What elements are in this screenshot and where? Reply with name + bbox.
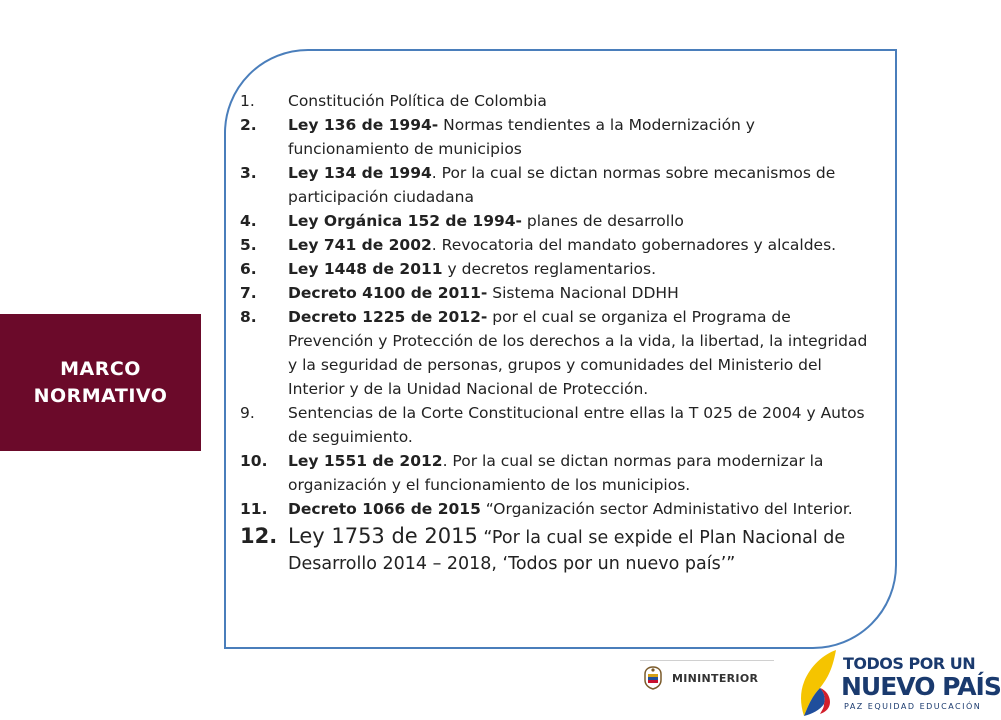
item-text: Constitución Política de Colombia xyxy=(288,92,547,110)
list-item xyxy=(240,305,880,401)
item-number: 1. xyxy=(240,92,255,110)
coat-of-arms-icon xyxy=(640,665,666,691)
item-number: 7. xyxy=(240,284,257,302)
list-item xyxy=(240,523,880,577)
item-number: 6. xyxy=(240,260,257,278)
item-bold-title: Ley 136 de 1994- xyxy=(288,116,439,134)
mininterior-text: MININTERIOR xyxy=(672,671,759,685)
item-text: por el cual se organiza el Programa de Prevención y Protección de los derechos a la vida, la libertad, la integridad y la seguridad de personas, grupos y comunidades del Ministerio del Interior y de la Unidad Nacional de Protección. xyxy=(288,308,868,398)
list-item xyxy=(240,401,880,449)
item-bold-title: Decreto 4100 de 2011- xyxy=(288,284,488,302)
item-text: . Por la cual se dictan normas sobre mecanismos de participación ciudadana xyxy=(288,164,836,206)
item-bold-title: Ley 741 de 2002 xyxy=(288,236,432,254)
flag-swoosh-icon xyxy=(796,646,842,720)
item-number: 11. xyxy=(240,500,268,518)
item-number: 8. xyxy=(240,308,257,326)
mininterior-logo xyxy=(640,664,758,692)
section-label-box xyxy=(0,314,201,451)
list-item xyxy=(240,281,880,305)
item-text: Sistema Nacional DDHH xyxy=(487,284,679,302)
legal-framework-list xyxy=(240,89,880,577)
list-item xyxy=(240,113,880,161)
list-item xyxy=(240,497,880,521)
item-text: “Organización sector Administativo del Interior. xyxy=(480,500,853,518)
item-number: 9. xyxy=(240,404,255,422)
item-text: Normas tendientes a la Modernización y funcionamiento de municipios xyxy=(288,116,755,158)
item-number: 4. xyxy=(240,212,257,230)
item-bold-title: Ley 1551 de 2012 xyxy=(288,452,443,470)
logo-divider xyxy=(640,660,774,661)
list-item xyxy=(240,161,880,209)
list-item xyxy=(240,209,880,233)
brand-line2: NUEVO PAÍS xyxy=(841,672,1001,701)
todos-por-un-nuevo-pais-logo xyxy=(796,646,1001,720)
item-bold-title: Ley 1753 de 2015 xyxy=(288,524,478,548)
item-number: 10. xyxy=(240,452,268,470)
brand-line1: TODOS POR UN xyxy=(843,654,976,673)
item-text: y decretos reglamentarios. xyxy=(442,260,657,278)
list-item xyxy=(240,257,880,281)
item-bold-title: Decreto 1225 de 2012- xyxy=(288,308,488,326)
item-bold-title: Decreto 1066 de 2015 xyxy=(288,500,481,518)
item-bold-title: Ley 1448 de 2011 xyxy=(288,260,443,278)
item-text: “Por la cual se expide el Plan Nacional de Desarrollo 2014 – 2018, ‘Todos por un nuevo país’” xyxy=(288,528,846,574)
item-text: . Revocatoria del mandato gobernadores y alcaldes. xyxy=(431,236,837,254)
item-bold-title: Ley Orgánica 152 de 1994- xyxy=(288,212,522,230)
item-number: 3. xyxy=(240,164,257,182)
item-text: planes de desarrollo xyxy=(521,212,684,230)
section-title-line1: MARCO xyxy=(60,357,141,380)
item-text: Sentencias de la Corte Constitucional entre ellas la T 025 de 2004 y Autos de seguimiento. xyxy=(288,404,865,446)
item-number: 5. xyxy=(240,236,257,254)
list-item xyxy=(240,449,880,497)
list-item xyxy=(240,89,880,113)
section-title-line2: NORMATIVO xyxy=(33,384,168,407)
list-item xyxy=(240,233,880,257)
item-number: 2. xyxy=(240,116,257,134)
item-text: . Por la cual se dictan normas para modernizar la organización y el funcionamiento de los municipios. xyxy=(288,452,824,494)
brand-line3: PAZ EQUIDAD EDUCACIÓN xyxy=(844,702,982,711)
item-bold-title: Ley 134 de 1994 xyxy=(288,164,432,182)
item-number: 12. xyxy=(240,524,278,548)
